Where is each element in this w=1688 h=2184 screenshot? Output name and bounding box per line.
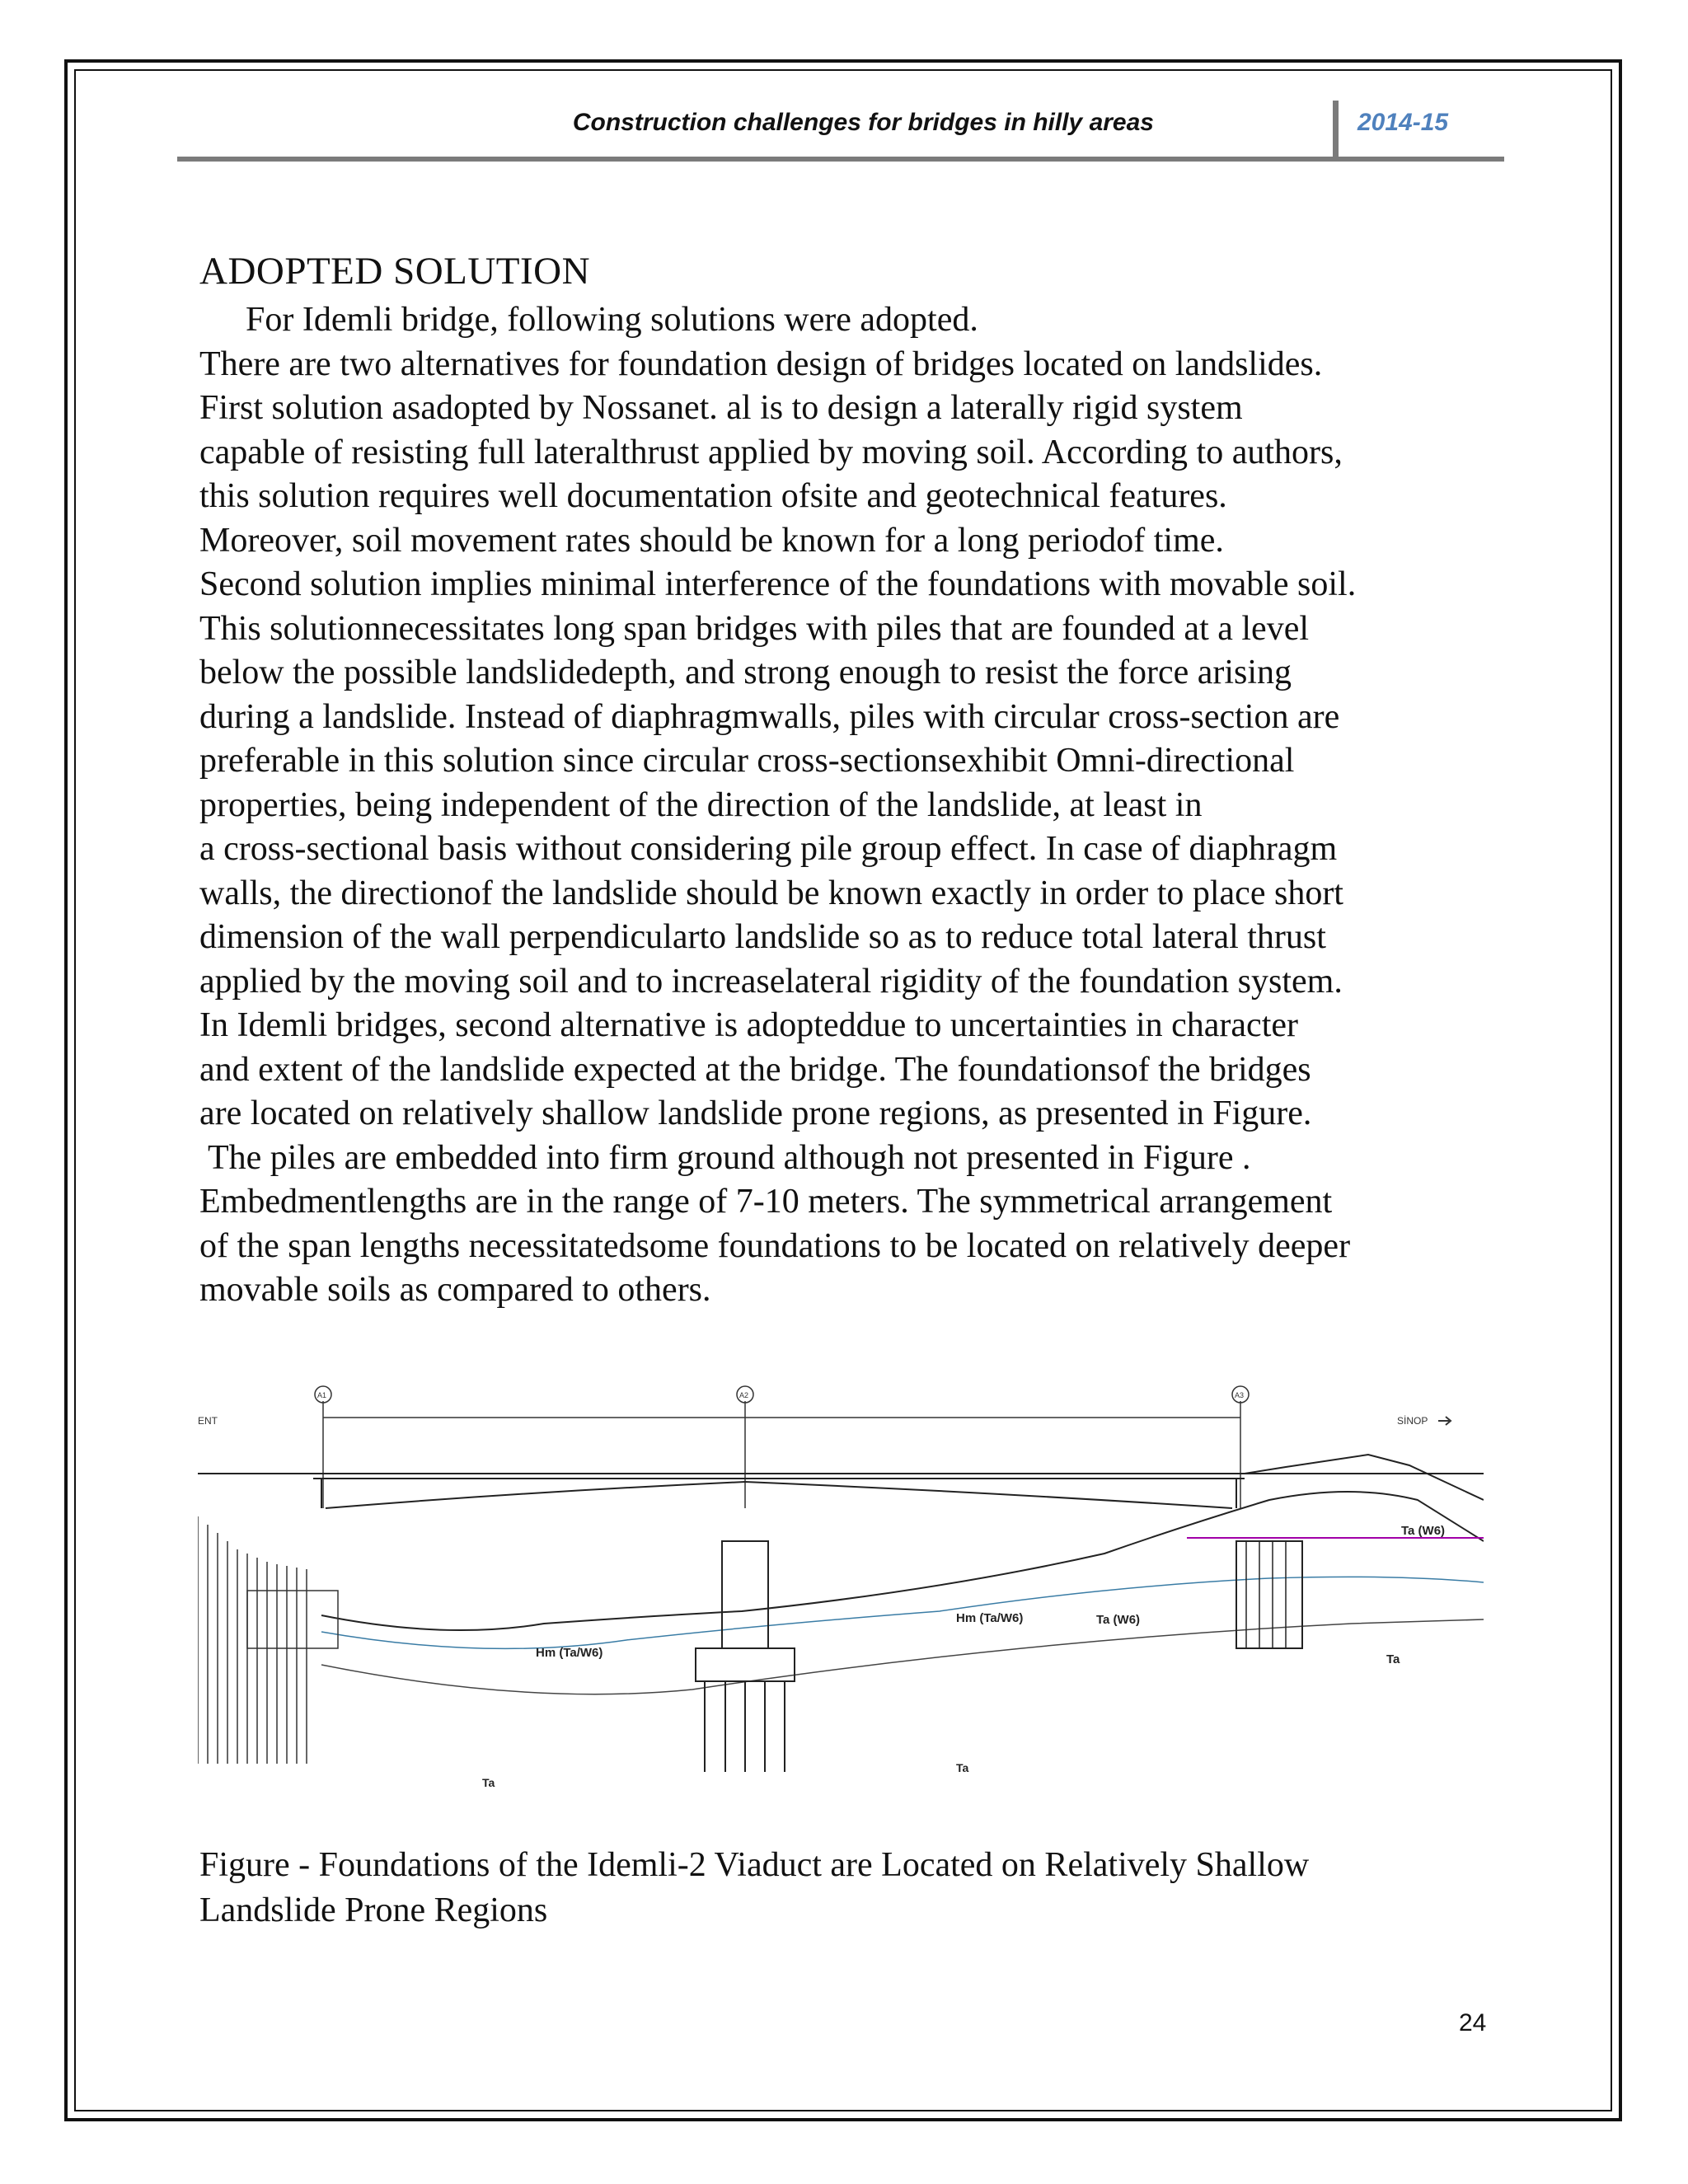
header-divider <box>1333 101 1339 160</box>
caption-line: Figure - Foundations of the Idemli-2 Viaduct are Located on Relatively Shallow <box>199 1846 1310 1884</box>
body-line: dimension of the wall perpendicularto landslide so as to reduce total lateral thrust <box>199 918 1326 956</box>
body-line: The piles are embedded into firm ground although not presented in Figure . <box>208 1138 1251 1177</box>
body-line: First solution asadopted by Nossanet. al is to design a laterally rigid system <box>199 389 1243 427</box>
body-line: Second solution implies minimal interference of the foundations with movable soil. <box>199 565 1357 603</box>
soil-label: Hm (Ta/W6) <box>536 1646 603 1660</box>
body-line: capable of resisting full lateralthrust applied by moving soil. According to authors, <box>199 433 1343 471</box>
body-line: walls, the directionof the landslide should be known exactly in order to place short <box>199 874 1343 912</box>
axis-label-a3: A3 <box>1235 1391 1245 1399</box>
body-line: a cross-sectional basis without considering pile group effect. In case of diaphragm <box>199 830 1338 868</box>
soil-label: Ta (W6) <box>1401 1524 1446 1538</box>
figure-caption <box>199 1843 1502 1933</box>
page-header <box>177 101 1504 158</box>
edge-label: ENT <box>198 1415 218 1427</box>
body-line: Embedmentlengths are in the range of 7-10 meters. The symmetrical arrangement <box>199 1183 1333 1221</box>
soil-label: Ta (W6) <box>1096 1613 1141 1627</box>
axis-label-a2: A2 <box>739 1391 749 1399</box>
caption-line: Landslide Prone Regions <box>199 1891 548 1929</box>
section-heading: ADOPTED SOLUTION <box>199 250 591 293</box>
bridge-section-figure <box>198 1376 1484 1813</box>
body-line: This solutionnecessitates long span bridges with piles that are founded at a level <box>199 609 1310 648</box>
body-line: during a landslide. Instead of diaphragmwalls, piles with circular cross-section are <box>199 697 1340 736</box>
body-line: preferable in this solution since circular cross-sectionsexhibit Omni-directional <box>199 742 1295 780</box>
body-line: this solution requires well documentation ofsite and geotechnical features. <box>199 477 1227 515</box>
body-line: below the possible landslidedepth, and strong enough to resist the force arising <box>199 654 1292 691</box>
body-line: In Idemli bridges, second alternative is adopteddue to uncertainties in character <box>199 1006 1298 1044</box>
body-line: movable soils as compared to others. <box>199 1271 711 1309</box>
body-line: of the span lengths necessitatedsome foundations to be located on relatively deeper <box>199 1226 1351 1265</box>
body-line: properties, being independent of the direction of the landslide, at least in <box>199 785 1203 824</box>
soil-label: Ta <box>1386 1652 1400 1666</box>
body-line: and extent of the landslide expected at the bridge. The foundationsof the bridges <box>199 1050 1311 1089</box>
header-title: Construction challenges for bridges in hilly areas <box>572 109 1154 136</box>
soil-label: Ta <box>956 1761 969 1774</box>
body-line: There are two alternatives for foundation design of bridges located on landslides. <box>199 344 1323 383</box>
body-line: applied by the moving soil and to increaselateral rigidity of the foundation system. <box>199 962 1343 1001</box>
header-rule <box>177 157 1504 162</box>
body-text <box>199 298 1502 1313</box>
soil-label: Hm (Ta/W6) <box>956 1611 1024 1625</box>
page-number: 24 <box>1459 2009 1487 2036</box>
body-line: are located on relatively shallow landslide prone regions, as presented in Figure. <box>199 1094 1312 1132</box>
soil-label: Ta <box>482 1776 495 1789</box>
direction-label: SİNOP <box>1397 1415 1428 1427</box>
axis-label-a1: A1 <box>317 1391 327 1399</box>
body-line: For Idemli bridge, following solutions were adopted. <box>246 301 978 339</box>
body-line: Moreover, soil movement rates should be known for a long periodof time. <box>199 521 1224 560</box>
header-year: 2014-15 <box>1357 109 1449 136</box>
